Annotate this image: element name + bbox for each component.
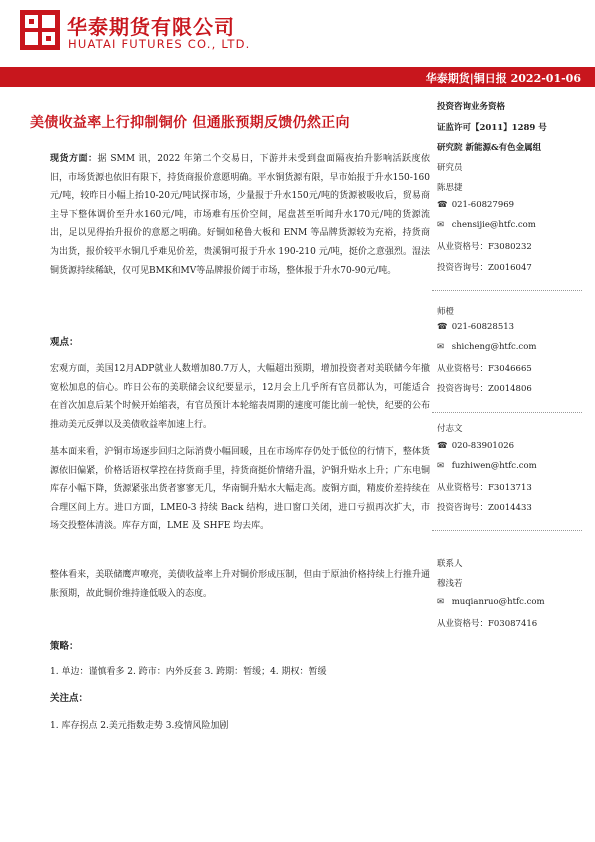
fundamental-paragraph: 基本面来看，沪铜市场逐步回归之际消费小幅回暖，且在市场库存仍处于低位的行情下，整体货源依旧偏紧，价格话语权掌控在持货商手里，持货商挺价情绪升温，沪铜升贴水上升；广东电铜库存小幅下降，货源紧张出货者寥寥无几，华南铜升贴水大幅走高。废铜方面，精废价差持续在合理区间上方。进口方面，LME0-3 持续 Back 结构，进口窗口关闭，进口亏损再次扩大，市场交投整体清淡。库存方面，LME 及 SHFE 均去库。 [50,447,430,532]
analyst-advisory: 投资咨询号：Z0016047 [437,263,532,273]
analyst-email[interactable]: chensijie@htfc.com [451,220,536,230]
analyst-name: 陈思捷 [437,183,463,193]
analyst-cert: 从业资格号：F3080232 [437,242,532,252]
analyst-phone: 021-60827969 [451,200,515,210]
analyst-cert: 从业资格号：F3046665 [437,364,532,374]
divider [432,530,582,531]
analyst-email[interactable]: shicheng@htfc.com [451,342,537,352]
contact-name: 穆浅若 [437,579,463,589]
analyst-advisory: 投资咨询号：Z0014433 [437,503,532,513]
analyst-phone: 021-60828513 [451,322,515,332]
analyst-phone: 020-83901026 [451,441,515,451]
report-tag: 华泰期货|铜日报 2022-01-06 [425,72,581,85]
spot-paragraph [50,150,430,280]
analyst-name: 付志文 [437,424,463,434]
analyst-cert: 从业资格号：F3013713 [437,483,532,493]
spot-lead: 现货方面： [50,154,98,164]
phone-icon: ☎ [437,322,448,332]
analyst-role: 研究员 [437,163,463,173]
view-heading: 观点： [50,337,79,348]
envelope-icon: ✉ [437,220,445,230]
divider [432,290,582,291]
sidebar-dept: 投资咨询业务资格 [437,102,506,112]
contact-role: 联系人 [437,559,463,569]
envelope-icon: ✉ [437,342,445,352]
spot-text: 据 SMM 讯，2022 年第二个交易日，下游并未受到盘面隔夜抬升影响活跃度依旧，市场货源也依旧有限下，持货商报价意愿明确。平水铜货源有限，早市始报于升水150-160元/吨，较昨日小幅上抬10-20元/吨试探市场，少量报于升水150元/吨的货源被吸收后，贸易商主导下整体调价至升水160元/吨，市场难有压价空间，尾盘甚至听闻升水170元/吨的货源流出，足以见得抬升报价的意愿之明确。好铜如秘鲁大板和 ENM 等品牌货源较为充裕，持货商为出货，报价较平水铜几乎难见价差，贵溪铜可报于升水 190-210 元/吨，挺价之意强烈。湿法铜货源持续稀缺，仅可见BMK和MV等品牌报价阔于市场，整体报于升水70-90元/吨。 [50,154,430,276]
phone-icon: ☎ [437,200,448,210]
sidebar-license: 证监许可【2011】1289 号 [437,123,547,133]
analyst-email[interactable]: fuzhiwen@htfc.com [451,461,537,471]
focus-heading: 关注点： [50,693,89,704]
macro-paragraph: 宏观方面，美国12月ADP就业人数增加80.7万人，大幅超出预期，增加投资者对美联储今年撤宽松加息的信心。昨日公布的美联储会议纪要显示，12月会上几乎所有官员都认为，可能适合在首次加息后某个时候开始缩表，有官员预计本轮缩表周期的速度可能比前一轮快，纪要的公布推动美元反弹以及美债收益率加速上行。 [50,364,430,430]
analyst-name: 师橙 [437,307,455,317]
company-name-en: HUATAI FUTURES CO., LTD. [68,37,251,51]
envelope-icon: ✉ [437,461,445,471]
sidebar-team: 研究院 新能源&有色金属组 [437,143,542,153]
company-name-cn: 华泰期货有限公司 [67,15,235,39]
divider [432,412,582,413]
envelope-icon: ✉ [437,597,445,607]
huatai-logo [20,10,60,50]
focus-text: 1. 库存拐点 2.美元指数走势 3.疫情风险加剧 [50,721,229,731]
phone-icon: ☎ [437,441,448,451]
strategy-text: 1. 单边：谨慎看多 2. 跨市：内外反套 3. 跨期：暂缓；4. 期权：暂缓 [50,667,327,677]
analyst-advisory: 投资咨询号：Z0014806 [437,384,532,394]
contact-email[interactable]: muqianruo@htfc.com [451,597,545,607]
strategy-heading: 策略： [50,641,79,652]
contact-cert: 从业资格号：F03087416 [437,619,538,629]
summary-paragraph: 整体看来，美联储鹰声嘹亮，美债收益率上升对铜价形成压制，但由于原油价格持续上行推升通胀预期，故此铜价维持逢低吸入的态度。 [50,570,430,599]
report-title: 美债收益率上行抑制铜价 但通胀预期反馈仍然正向 [30,115,350,131]
